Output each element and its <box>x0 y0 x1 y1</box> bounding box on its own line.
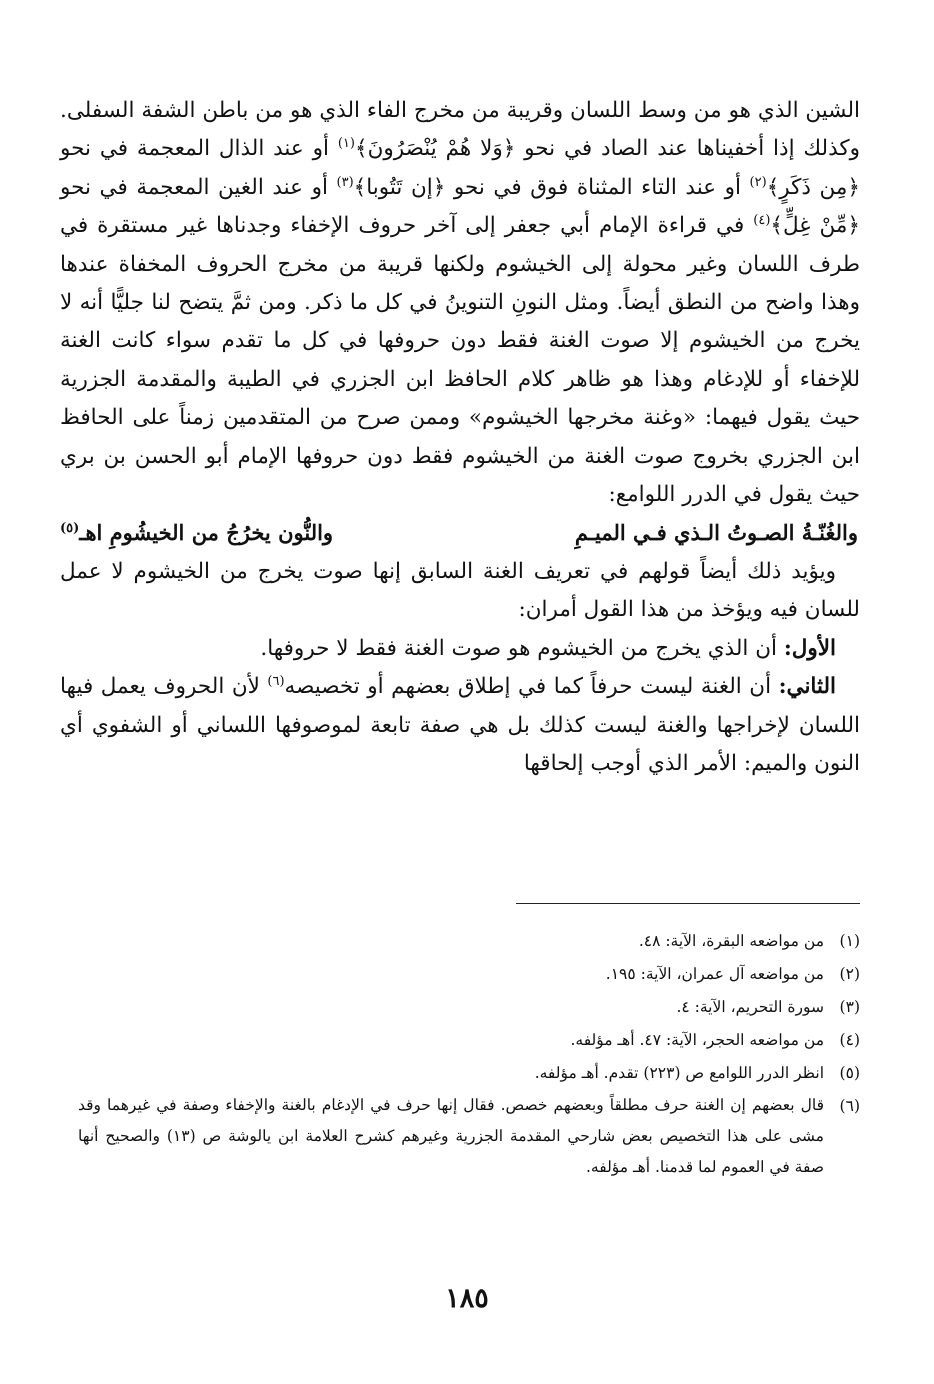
verse-first-hemistich: والغُنّـةُ الصـوتُ الـذي فـي الميـمِ <box>574 520 858 546</box>
verse-second-text: والنُّون يخرُجُ من الخيشُومِ اهـ <box>79 520 334 546</box>
point-label: الثاني: <box>778 674 836 700</box>
footnote-text: من مواضعه آل عمران، الآية: ١٩٥. <box>605 965 824 983</box>
footnote-number: (١) <box>839 932 860 950</box>
page-number: ١٨٥ <box>445 1283 489 1314</box>
paragraph: ويؤيد ذلك أيضاً قولهم في تعريف الغنة السابق إنها صوت يخرج من الخيشوم لا عمل للسان فيه ويؤخذ من هذا القول أمران: <box>60 558 860 623</box>
footnote-number: (٢) <box>839 965 860 983</box>
footnote-text: سورة التحريم، الآية: ٤. <box>676 998 824 1016</box>
text-run: أو عند الذال المعجمة في نحو ﴿مِن ذَكَرٍ﴾ <box>60 136 861 200</box>
text-run: الشين الذي هو من وسط اللسان وقريبة من مخرج الفاء الذي هو من باطن الشفة السفلى. وكذلك إذا أخفيناها عند الصاد في نحو ﴿وَلا هُمْ يُنْصَرُونَ﴾ <box>60 98 861 162</box>
footnote-ref: (٣) <box>336 174 354 190</box>
text-run: أو عند التاء المثناة فوق في نحو ﴿إن تَتُوبا﴾ <box>353 174 750 200</box>
footnote-ref: (٥) <box>60 521 80 537</box>
main-text <box>60 92 860 783</box>
footnote-text: من مواضعه البقرة، الآية: ٤٨. <box>638 932 824 950</box>
verse-second-hemistich <box>60 514 333 552</box>
footnote-text: قال بعضهم إن الغنة حرف مطلقاً وبعضهم خصص. فقال إنها حرف في الإدغام بالغنة والإخفاء وصفة في غيرهما وقد مشى على هذا التخصيص بعض شارحي المقدمة الجزرية وغيرهم كشرح العلامة ابن يالوشة ص (١٣) والصحيح أنها صفة في العموم لما قدمنا. أهـ مؤلفه. <box>78 1096 824 1176</box>
footnote-divider <box>516 903 860 904</box>
text-run: أن الذي يخرج من الخيشوم هو صوت الغنة فقط لا حروفها. <box>260 635 784 661</box>
footnote-text: من مواضعه الحجر، الآية: ٤٧. أهـ مؤلفه. <box>570 1031 824 1049</box>
poetry-verse <box>60 514 860 552</box>
footnote <box>78 1024 860 1057</box>
footnote-ref: (٢) <box>749 174 767 190</box>
paragraph <box>60 92 860 514</box>
footnote <box>78 925 860 958</box>
text-run: لأن الحروف يعمل فيها اللسان لإخراجها والغنة ليست كذلك بل هي صفة تابعة لموصوفها اللساني أو الشفوي أي النون والميم: الأمر الذي أوجب إلحاقها <box>60 674 860 776</box>
footnote-number: (٥) <box>839 1064 860 1082</box>
text-run: في قراءة الإمام أبي جعفر إلى آخر حروف الإخفاء وجدناها غير مستقرة في طرف اللسان وغير محولة إلى الخيشوم ولكنها قريبة من مخرج الحروف المخفاة عندها وهذا واضح من النطق أيضاً. ومثل النونِ التنوينُ في كل ما ذكر. ومن ثمَّ يتضح لنا جليًّا أنه لا يخرج من الخيشوم إلا صوت الغنة فقط دون حروفها في كل ما تقدم سواء كانت الغنة للإخفاء أو للإدغام وهذا هو ظاهر كلام الحافظ ابن الجزري في الطيبة والمقدمة الجزرية حيث يقول فيهما: «وغنة مخرجها الخيشوم» وممن صرح من المتقدمين زمناً على الحافظ ابن الجزري بخروج صوت الغنة من الخيشوم فقط دون حروفها الإمام أبو الحسن بن بري حيث يقول في الدرر اللوامع: <box>60 213 860 508</box>
point-label: الأول: <box>783 635 836 661</box>
footnotes <box>78 925 860 1183</box>
point-first <box>60 630 860 668</box>
point-second <box>60 668 860 783</box>
footnote-number: (٦) <box>839 1097 860 1115</box>
text-run: أو عند الغين المعجمة في نحو ﴿مِّنْ غِلٍّ﴾ <box>60 174 860 239</box>
footnote-number: (٣) <box>839 998 860 1016</box>
footnote-ref: (٤) <box>753 213 771 229</box>
footnote-ref: (١) <box>337 136 355 152</box>
footnote-number: (٤) <box>839 1031 860 1049</box>
footnote-ref: (٦) <box>267 673 285 689</box>
footnote <box>78 991 860 1024</box>
footnote-text: انظر الدرر اللوامع ص (٢٢٣) تقدم. أهـ مؤلفه. <box>534 1064 824 1082</box>
text-run: أن الغنة ليست حرفاً كما في إطلاق بعضهم أو تخصيصه <box>284 674 779 700</box>
footnote <box>78 958 860 991</box>
footnote <box>78 1090 860 1183</box>
footnote <box>78 1057 860 1090</box>
